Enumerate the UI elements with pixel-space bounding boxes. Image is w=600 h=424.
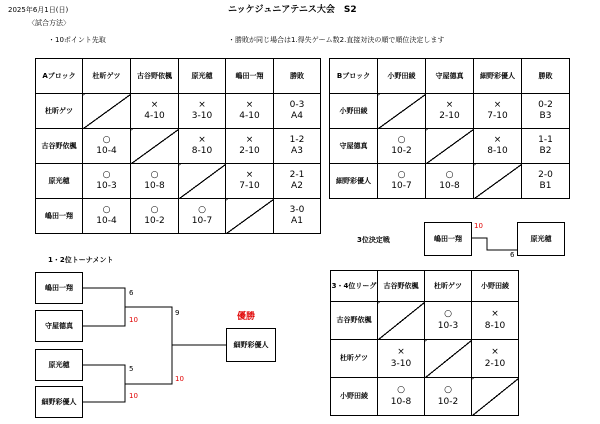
record-cell: 0-3 A4: [274, 94, 321, 129]
block-b-header: Bブロック: [330, 59, 378, 94]
row-name: 嶋田一翔: [36, 199, 83, 234]
match-cell: ○ 10-2: [425, 378, 472, 416]
record-cell: 2-0 B1: [522, 164, 570, 199]
match-cell: ○ 10-2: [378, 129, 426, 164]
row-name: 原光穂: [36, 164, 83, 199]
score: 5: [129, 365, 134, 373]
third-place-score-left: 10: [474, 222, 483, 230]
league-header: 3・4位リーグ: [331, 271, 378, 302]
match-cell: × 4-10: [131, 94, 179, 129]
match-cell: × 2-10: [226, 129, 274, 164]
champion-label: 優勝: [237, 312, 256, 322]
match-cell: × 3-10: [378, 340, 425, 378]
diagonal-cell: [472, 378, 519, 416]
final-label: 1・2位トーナメント: [48, 256, 114, 264]
row-name: 細野彩優人: [330, 164, 378, 199]
match-cell: ○ 10-3: [83, 164, 131, 199]
match-cell: × 2-10: [472, 340, 519, 378]
method-label: 〈試合方法〉: [28, 19, 70, 27]
match-cell: ○ 10-8: [426, 164, 474, 199]
third-place-left: 嶋田一翔: [424, 222, 472, 256]
player-box: 守屋德真: [35, 310, 83, 342]
match-cell: × 4-10: [226, 94, 274, 129]
match-cell: × 7-10: [474, 94, 522, 129]
col-header: 嶋田一翔: [226, 59, 274, 94]
table-row: [331, 378, 519, 416]
date: 2025年6月1日(日): [8, 6, 69, 14]
record-cell: 1-1 B2: [522, 129, 570, 164]
champion-box: 細野彩優人: [226, 328, 276, 362]
match-cell: × 8-10: [472, 302, 519, 340]
col-header: 杜昕ゲツ: [83, 59, 131, 94]
row-name: 小野田綾: [330, 94, 378, 129]
record-cell: 3-0 A1: [274, 199, 321, 234]
col-header: 勝敗: [274, 59, 321, 94]
match-cell: ○ 10-8: [131, 164, 179, 199]
player-box: 細野彩優人: [35, 386, 83, 418]
row-name: 杜昕ゲツ: [36, 94, 83, 129]
match-cell: ○ 10-8: [378, 378, 425, 416]
score: 10: [129, 392, 138, 400]
block-a-header: Aブロック: [36, 59, 83, 94]
col-header: 守屋德真: [426, 59, 474, 94]
match-cell: × 7-10: [226, 164, 274, 199]
third-place-right: 原光穂: [517, 222, 565, 256]
match-cell: × 3-10: [179, 94, 226, 129]
col-header: 小野田綾: [378, 59, 426, 94]
match-cell: ○ 10-7: [378, 164, 426, 199]
row-name: 小野田綾: [331, 378, 378, 416]
col-header: 小野田綾: [472, 271, 519, 302]
record-cell: 2-1 A2: [274, 164, 321, 199]
match-cell: ○ 10-2: [131, 199, 179, 234]
score: 10: [175, 375, 184, 383]
match-cell: ○ 10-3: [425, 302, 472, 340]
score: 9: [175, 309, 180, 317]
score: 10: [129, 316, 138, 324]
col-header: 古谷野依楓: [378, 271, 425, 302]
row-name: 守屋德真: [330, 129, 378, 164]
row-name: 古谷野依楓: [36, 129, 83, 164]
league-34-table: [330, 270, 519, 416]
match-cell: ○ 10-4: [83, 199, 131, 234]
diagonal-cell: [378, 302, 425, 340]
rule-right: ・勝敗が同じ場合は1.得失ゲーム数2.直接対決の順で順位決定します: [228, 36, 445, 44]
third-place-score-right: 6: [510, 251, 515, 259]
score: 6: [129, 289, 134, 297]
table-row: [331, 340, 519, 378]
record-cell: 0-2 B3: [522, 94, 570, 129]
col-header: 細野彩優人: [474, 59, 522, 94]
diagonal-cell: [425, 340, 472, 378]
row-name: 杜昕ゲツ: [331, 340, 378, 378]
col-header: 勝敗: [522, 59, 570, 94]
record-cell: 1-2 A3: [274, 129, 321, 164]
match-cell: ○ 10-7: [179, 199, 226, 234]
col-header: 杜昕ゲツ: [425, 271, 472, 302]
third-place-label: 3位決定戦: [357, 236, 390, 244]
player-box: 原光穂: [35, 349, 83, 381]
match-cell: ○ 10-4: [83, 129, 131, 164]
match-cell: × 8-10: [179, 129, 226, 164]
col-header: 原光穂: [179, 59, 226, 94]
player-box: 嶋田一翔: [35, 272, 83, 304]
match-cell: × 2-10: [426, 94, 474, 129]
page-title: ニッケジュニアテニス大会 S2: [228, 5, 357, 15]
row-name: 古谷野依楓: [331, 302, 378, 340]
match-cell: × 8-10: [474, 129, 522, 164]
table-row: [331, 302, 519, 340]
col-header: 古谷野依楓: [131, 59, 179, 94]
rule-left: ・10ポイント先取: [48, 36, 106, 44]
